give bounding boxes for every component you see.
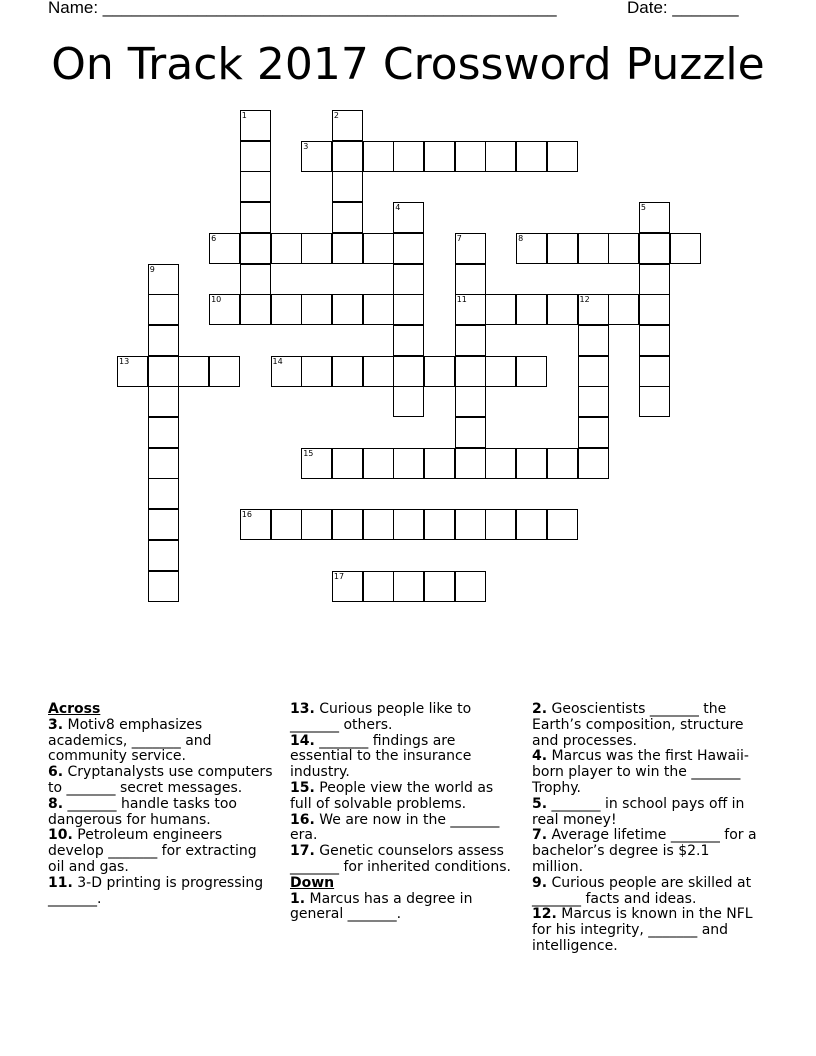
grid-cell[interactable] <box>455 571 486 602</box>
grid-cell[interactable] <box>363 448 394 479</box>
grid-cell[interactable] <box>639 294 670 325</box>
grid-cell[interactable] <box>455 233 486 264</box>
clue-number: 12 <box>579 295 590 305</box>
grid-cell[interactable] <box>424 356 455 387</box>
clue-number: 17 <box>333 571 345 581</box>
grid-cell[interactable] <box>608 233 639 264</box>
grid-cell[interactable] <box>240 110 271 141</box>
grid-cell[interactable] <box>393 233 424 264</box>
grid-cell[interactable] <box>332 356 363 387</box>
grid-cell[interactable] <box>455 264 486 295</box>
grid-cell[interactable] <box>485 448 516 479</box>
grid-cell[interactable] <box>148 264 179 295</box>
grid-cell[interactable] <box>485 509 516 540</box>
page-title: On Track 2017 Crossword Puzzle <box>51 39 765 90</box>
clue-across-16: 16. We are now in the _______ era. <box>290 811 500 844</box>
grid-cell[interactable] <box>455 325 486 356</box>
clue-across-13: 13. Curious people like to _______ others. <box>290 701 472 733</box>
grid-cell[interactable] <box>301 294 332 325</box>
grid-cell[interactable] <box>424 571 455 602</box>
grid-cell[interactable] <box>363 141 394 172</box>
grid-cell[interactable] <box>332 448 363 479</box>
grid-cell[interactable] <box>363 294 394 325</box>
clue-down-1: 1. Marcus has a degree in general _______. <box>290 890 473 923</box>
grid-cell[interactable] <box>516 509 547 540</box>
grid-cell[interactable] <box>363 233 394 264</box>
grid-cell[interactable] <box>455 294 486 325</box>
grid-cell[interactable] <box>455 356 486 387</box>
clue-down-7: 7. Average lifetime _______ for a bachelor’s degree is $2.1 million. <box>532 827 757 875</box>
grid-cell[interactable] <box>148 571 179 602</box>
grid-cell[interactable] <box>455 386 486 417</box>
grid-cell[interactable] <box>332 509 363 540</box>
grid-cell[interactable] <box>455 509 486 540</box>
grid-cell[interactable] <box>240 171 271 202</box>
grid-cell[interactable] <box>455 448 486 479</box>
grid-cell[interactable] <box>516 233 547 264</box>
clue-down-12: 12. Marcus is known in the NFL for his integrity, _______ and intelligence. <box>532 906 753 954</box>
grid-cell[interactable] <box>117 356 148 387</box>
clues-column-1 <box>48 702 273 907</box>
grid-cell[interactable] <box>485 141 516 172</box>
grid-cell[interactable] <box>516 356 547 387</box>
grid-cell[interactable] <box>332 571 363 602</box>
grid-cell[interactable] <box>332 233 363 264</box>
grid-cell[interactable] <box>209 294 240 325</box>
grid-cell[interactable] <box>485 294 516 325</box>
grid-cell[interactable] <box>547 141 578 172</box>
grid-cell[interactable] <box>178 356 209 387</box>
grid-cell[interactable] <box>240 233 271 264</box>
name-field-label: Name: ________________________________________________ <box>48 0 557 17</box>
grid-cell[interactable] <box>209 356 240 387</box>
grid-cell[interactable] <box>393 571 424 602</box>
clue-down-9: 9. Curious people are skilled at _______ facts and ideas. <box>532 874 752 907</box>
grid-cell[interactable] <box>148 325 179 356</box>
grid-cell[interactable] <box>393 356 424 387</box>
grid-cell[interactable] <box>639 325 670 356</box>
grid-cell[interactable] <box>516 448 547 479</box>
clue-number: 1 <box>241 111 247 120</box>
clue-number: 4 <box>395 203 401 213</box>
clue-number: 2 <box>333 111 339 120</box>
clue-down-5: 5. _______ in school pays off in real money! <box>532 795 745 828</box>
grid-cell[interactable] <box>148 448 179 479</box>
clue-number: 15 <box>303 448 314 458</box>
grid-cell[interactable] <box>393 386 424 417</box>
grid-cell[interactable] <box>271 294 302 325</box>
grid-cell[interactable] <box>516 141 547 172</box>
across-heading: Across <box>48 701 101 717</box>
grid-cell[interactable] <box>148 294 179 325</box>
clue-across-3: 3. Motiv8 emphasizes academics, _______ and community service. <box>48 716 212 765</box>
grid-cell[interactable] <box>148 540 179 571</box>
grid-cell[interactable] <box>455 141 486 172</box>
clue-number: 3 <box>303 141 309 151</box>
grid-cell[interactable] <box>240 202 271 233</box>
grid-cell[interactable] <box>393 294 424 325</box>
grid-cell[interactable] <box>301 509 332 540</box>
grid-cell[interactable] <box>547 294 578 325</box>
down-heading: Down <box>290 874 335 891</box>
grid-cell[interactable] <box>578 325 609 356</box>
grid-cell[interactable] <box>639 386 670 417</box>
grid-cell[interactable] <box>240 141 271 172</box>
grid-cell[interactable] <box>639 233 670 264</box>
grid-cell[interactable] <box>301 233 332 264</box>
grid-cell[interactable] <box>639 264 670 295</box>
grid-cell[interactable] <box>393 202 424 233</box>
grid-cell[interactable] <box>240 264 271 295</box>
grid-cell[interactable] <box>240 294 271 325</box>
grid-cell[interactable] <box>332 110 363 141</box>
grid-cell[interactable] <box>332 171 363 202</box>
clue-across-10: 10. Petroleum engineers develop _______ for extracting oil and gas. <box>48 827 257 875</box>
grid-cell[interactable] <box>393 264 424 295</box>
grid-cell[interactable] <box>424 141 455 172</box>
clue-number: 16 <box>241 510 252 520</box>
grid-cell[interactable] <box>547 233 578 264</box>
date-field-label: Date: _______ <box>627 0 739 17</box>
clue-number: 5 <box>640 203 646 213</box>
grid-cell[interactable] <box>670 233 701 264</box>
clue-number: 6 <box>211 233 217 243</box>
clues-column-2 <box>290 702 515 923</box>
clue-number: 10 <box>211 295 222 305</box>
grid-cell[interactable] <box>240 509 271 540</box>
grid-cell[interactable] <box>516 294 547 325</box>
grid-cell[interactable] <box>578 386 609 417</box>
clue-across-17: 17. Genetic counselors assess _______ for inherited conditions. <box>290 843 511 875</box>
grid-cell[interactable] <box>424 448 455 479</box>
clue-number: 8 <box>518 233 524 243</box>
grid-cell[interactable] <box>148 386 179 417</box>
grid-cell[interactable] <box>148 509 179 540</box>
grid-cell[interactable] <box>301 356 332 387</box>
grid-cell[interactable] <box>578 417 609 448</box>
clue-number: 14 <box>272 356 283 366</box>
grid-cell[interactable] <box>363 356 394 387</box>
clues-column-3 <box>532 702 760 955</box>
grid-cell[interactable] <box>209 233 240 264</box>
grid-cell[interactable] <box>393 325 424 356</box>
clue-down-2: 2. Geoscientists _______ the Earth’s composition, structure and processes. <box>532 701 744 749</box>
grid-cell[interactable] <box>332 141 363 172</box>
grid-cell[interactable] <box>332 294 363 325</box>
grid-cell[interactable] <box>393 141 424 172</box>
grid-cell[interactable] <box>578 233 609 264</box>
grid-cell[interactable] <box>485 356 516 387</box>
grid-cell[interactable] <box>148 478 179 509</box>
grid-cell[interactable] <box>578 448 609 479</box>
grid-cell[interactable] <box>547 448 578 479</box>
grid-cell[interactable] <box>148 417 179 448</box>
grid-cell[interactable] <box>639 356 670 387</box>
grid-cell[interactable] <box>332 202 363 233</box>
grid-cell[interactable] <box>608 294 639 325</box>
grid-cell[interactable] <box>363 509 394 540</box>
clue-number: 9 <box>149 264 155 274</box>
grid-cell[interactable] <box>271 233 302 264</box>
grid-cell[interactable] <box>547 509 578 540</box>
clue-across-8: 8. _______ handle tasks too dangerous for humans. <box>48 795 237 828</box>
grid-cell[interactable] <box>271 509 302 540</box>
grid-cell[interactable] <box>424 509 455 540</box>
grid-cell[interactable] <box>271 356 302 387</box>
clue-number: 11 <box>456 295 467 305</box>
clue-across-6: 6. Cryptanalysts use computers to _______ secret messages. <box>48 764 273 796</box>
clue-across-14: 14. _______ findings are essential to the insurance industry. <box>290 732 472 781</box>
clue-number: 7 <box>456 233 462 243</box>
grid-cell[interactable] <box>578 356 609 387</box>
clue-across-15: 15. People view the world as full of solvable problems. <box>290 779 494 812</box>
grid-cell[interactable] <box>148 356 179 387</box>
grid-cell[interactable] <box>301 141 332 172</box>
clue-across-11: 11. 3-D printing is progressing _______. <box>48 874 264 907</box>
grid-cell[interactable] <box>578 294 609 325</box>
clue-down-4: 4. Marcus was the first Hawaii-born player to win the _______ Trophy. <box>532 748 749 796</box>
grid-cell[interactable] <box>455 417 486 448</box>
grid-cell[interactable] <box>393 448 424 479</box>
grid-cell[interactable] <box>393 509 424 540</box>
grid-cell[interactable] <box>639 202 670 233</box>
clue-number: 13 <box>119 356 130 366</box>
grid-cell[interactable] <box>301 448 332 479</box>
grid-cell[interactable] <box>363 571 394 602</box>
